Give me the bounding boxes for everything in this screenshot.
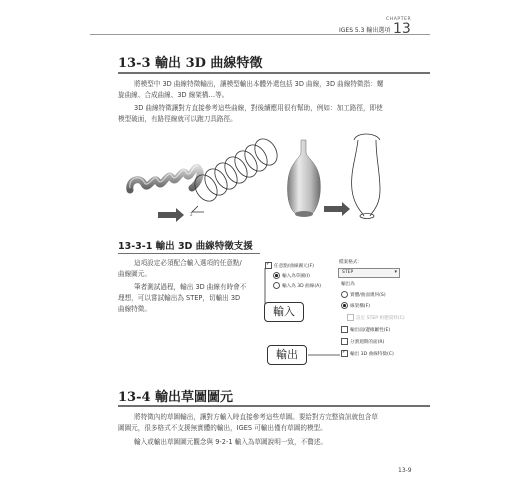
callout-leader <box>306 350 346 360</box>
file-format-select[interactable] <box>338 268 400 278</box>
paragraph-line: 3D 曲線特徵讓對方直接參考這些曲線，對後續應用很有幫助，例如：加工路徑，即使 <box>134 104 383 112</box>
output-surface-option[interactable] <box>341 291 386 298</box>
option-label: 線架構(F) <box>350 304 371 309</box>
radio-selected-icon[interactable] <box>341 302 348 309</box>
curve-feature-figure <box>118 128 428 228</box>
subsection-title-13-3-1: 13-3-1 輸出 3D 曲線特徵支援 <box>118 241 253 252</box>
paragraph-line: 理想，可以嘗試輸出為 STEP，切輸出 3D <box>118 294 241 302</box>
step-config-option-disabled <box>347 314 405 321</box>
header-rule <box>90 34 430 35</box>
checkbox-unchecked-icon[interactable] <box>341 338 348 345</box>
option-label: 任意點/曲線圖元(F) <box>274 264 314 269</box>
section-rule-13-3 <box>118 72 430 74</box>
export-callout: 輸出 <box>267 345 307 365</box>
option-label: 輸入為 3D 曲線(A) <box>282 284 322 289</box>
paragraph-line: 筆者測試過程，輸出 3D 曲線有時會不 <box>134 283 247 291</box>
checkbox-disabled-icon <box>347 314 354 321</box>
section-rule-13-4 <box>118 405 430 407</box>
option-label: 實體/曲面幾何(S) <box>350 293 386 298</box>
face-edge-attr-option[interactable] <box>341 326 390 333</box>
paragraph-line: 旋曲線、合成曲線、3D 線架構…等。 <box>118 91 229 99</box>
paragraph-line: 輸入或輸出草圖圖元觀念與 9-2-1 輸入為草圖說明一致，不贅述。 <box>134 438 327 446</box>
paragraph-line: 曲線特徵。 <box>118 305 151 313</box>
chevron-down-icon: ▾ <box>394 269 397 275</box>
output-as-label: 輸出為 <box>341 282 355 287</box>
option-label: 分割週期的面(R) <box>350 340 385 345</box>
import-callout: 輸入 <box>264 302 304 322</box>
option-label: 輸入為草圖(I) <box>282 274 310 279</box>
export-3d-curve-option[interactable] <box>341 350 394 357</box>
right-arrow-icon <box>158 208 184 222</box>
option-label: 輸出面/邊緣屬性(E) <box>350 328 391 333</box>
chapter-number: 13 <box>393 21 411 37</box>
paragraph-line: 將模型中 3D 曲線特徵輸出，讓模型輸出本體外還包括 3D 曲線，3D 曲線特徵指：螺 <box>134 80 384 88</box>
helix-curve-icon <box>190 135 281 212</box>
paragraph-line: 曲線圖元。 <box>118 270 151 278</box>
solid-spring-icon <box>130 165 200 210</box>
section-title-13-4: 13-4 輸出草圖圖元 <box>118 390 234 405</box>
dimension-label: 2 <box>190 212 193 217</box>
running-section-title: IGES 5.3 輸出選項 <box>339 27 391 34</box>
option-label: 設定 STEP 組態資料(C) <box>356 316 405 321</box>
chapter-label: CHAPTER <box>386 17 412 22</box>
paragraph-line: 圖圖元，很多格式不支援無實體的輸出，IGES 可輸出僅有草圖的模型。 <box>118 424 327 432</box>
subsection-rule <box>118 253 260 254</box>
right-arrow-icon <box>324 202 350 216</box>
file-format-label: 檔案格式： <box>339 260 362 265</box>
option-label: 輸出 3D 曲線特徵(C) <box>350 352 394 357</box>
paragraph-line: 這項設定必須配合輸入選項的任意點/ <box>134 259 242 267</box>
radio-unselected-icon[interactable] <box>341 291 348 298</box>
solid-bottle-icon <box>287 140 320 217</box>
file-format-value: STEP <box>342 270 354 275</box>
paragraph-line: 將特徵內的草圖輸出，讓對方輸入時直接參考這些草圖。要給對方完整資訊就包含草 <box>134 413 378 421</box>
split-periodic-option[interactable] <box>341 338 384 345</box>
checkbox-unchecked-icon[interactable] <box>341 326 348 333</box>
wireframe-bottle-icon <box>352 134 380 219</box>
page-number: 13-9 <box>398 467 412 474</box>
section-title-13-3: 13-3 輸出 3D 曲線特徵 <box>118 56 263 71</box>
paragraph-line: 模型破面，有路徑線就可以跑刀具路徑。 <box>118 115 237 123</box>
output-wireframe-option[interactable] <box>341 302 370 309</box>
